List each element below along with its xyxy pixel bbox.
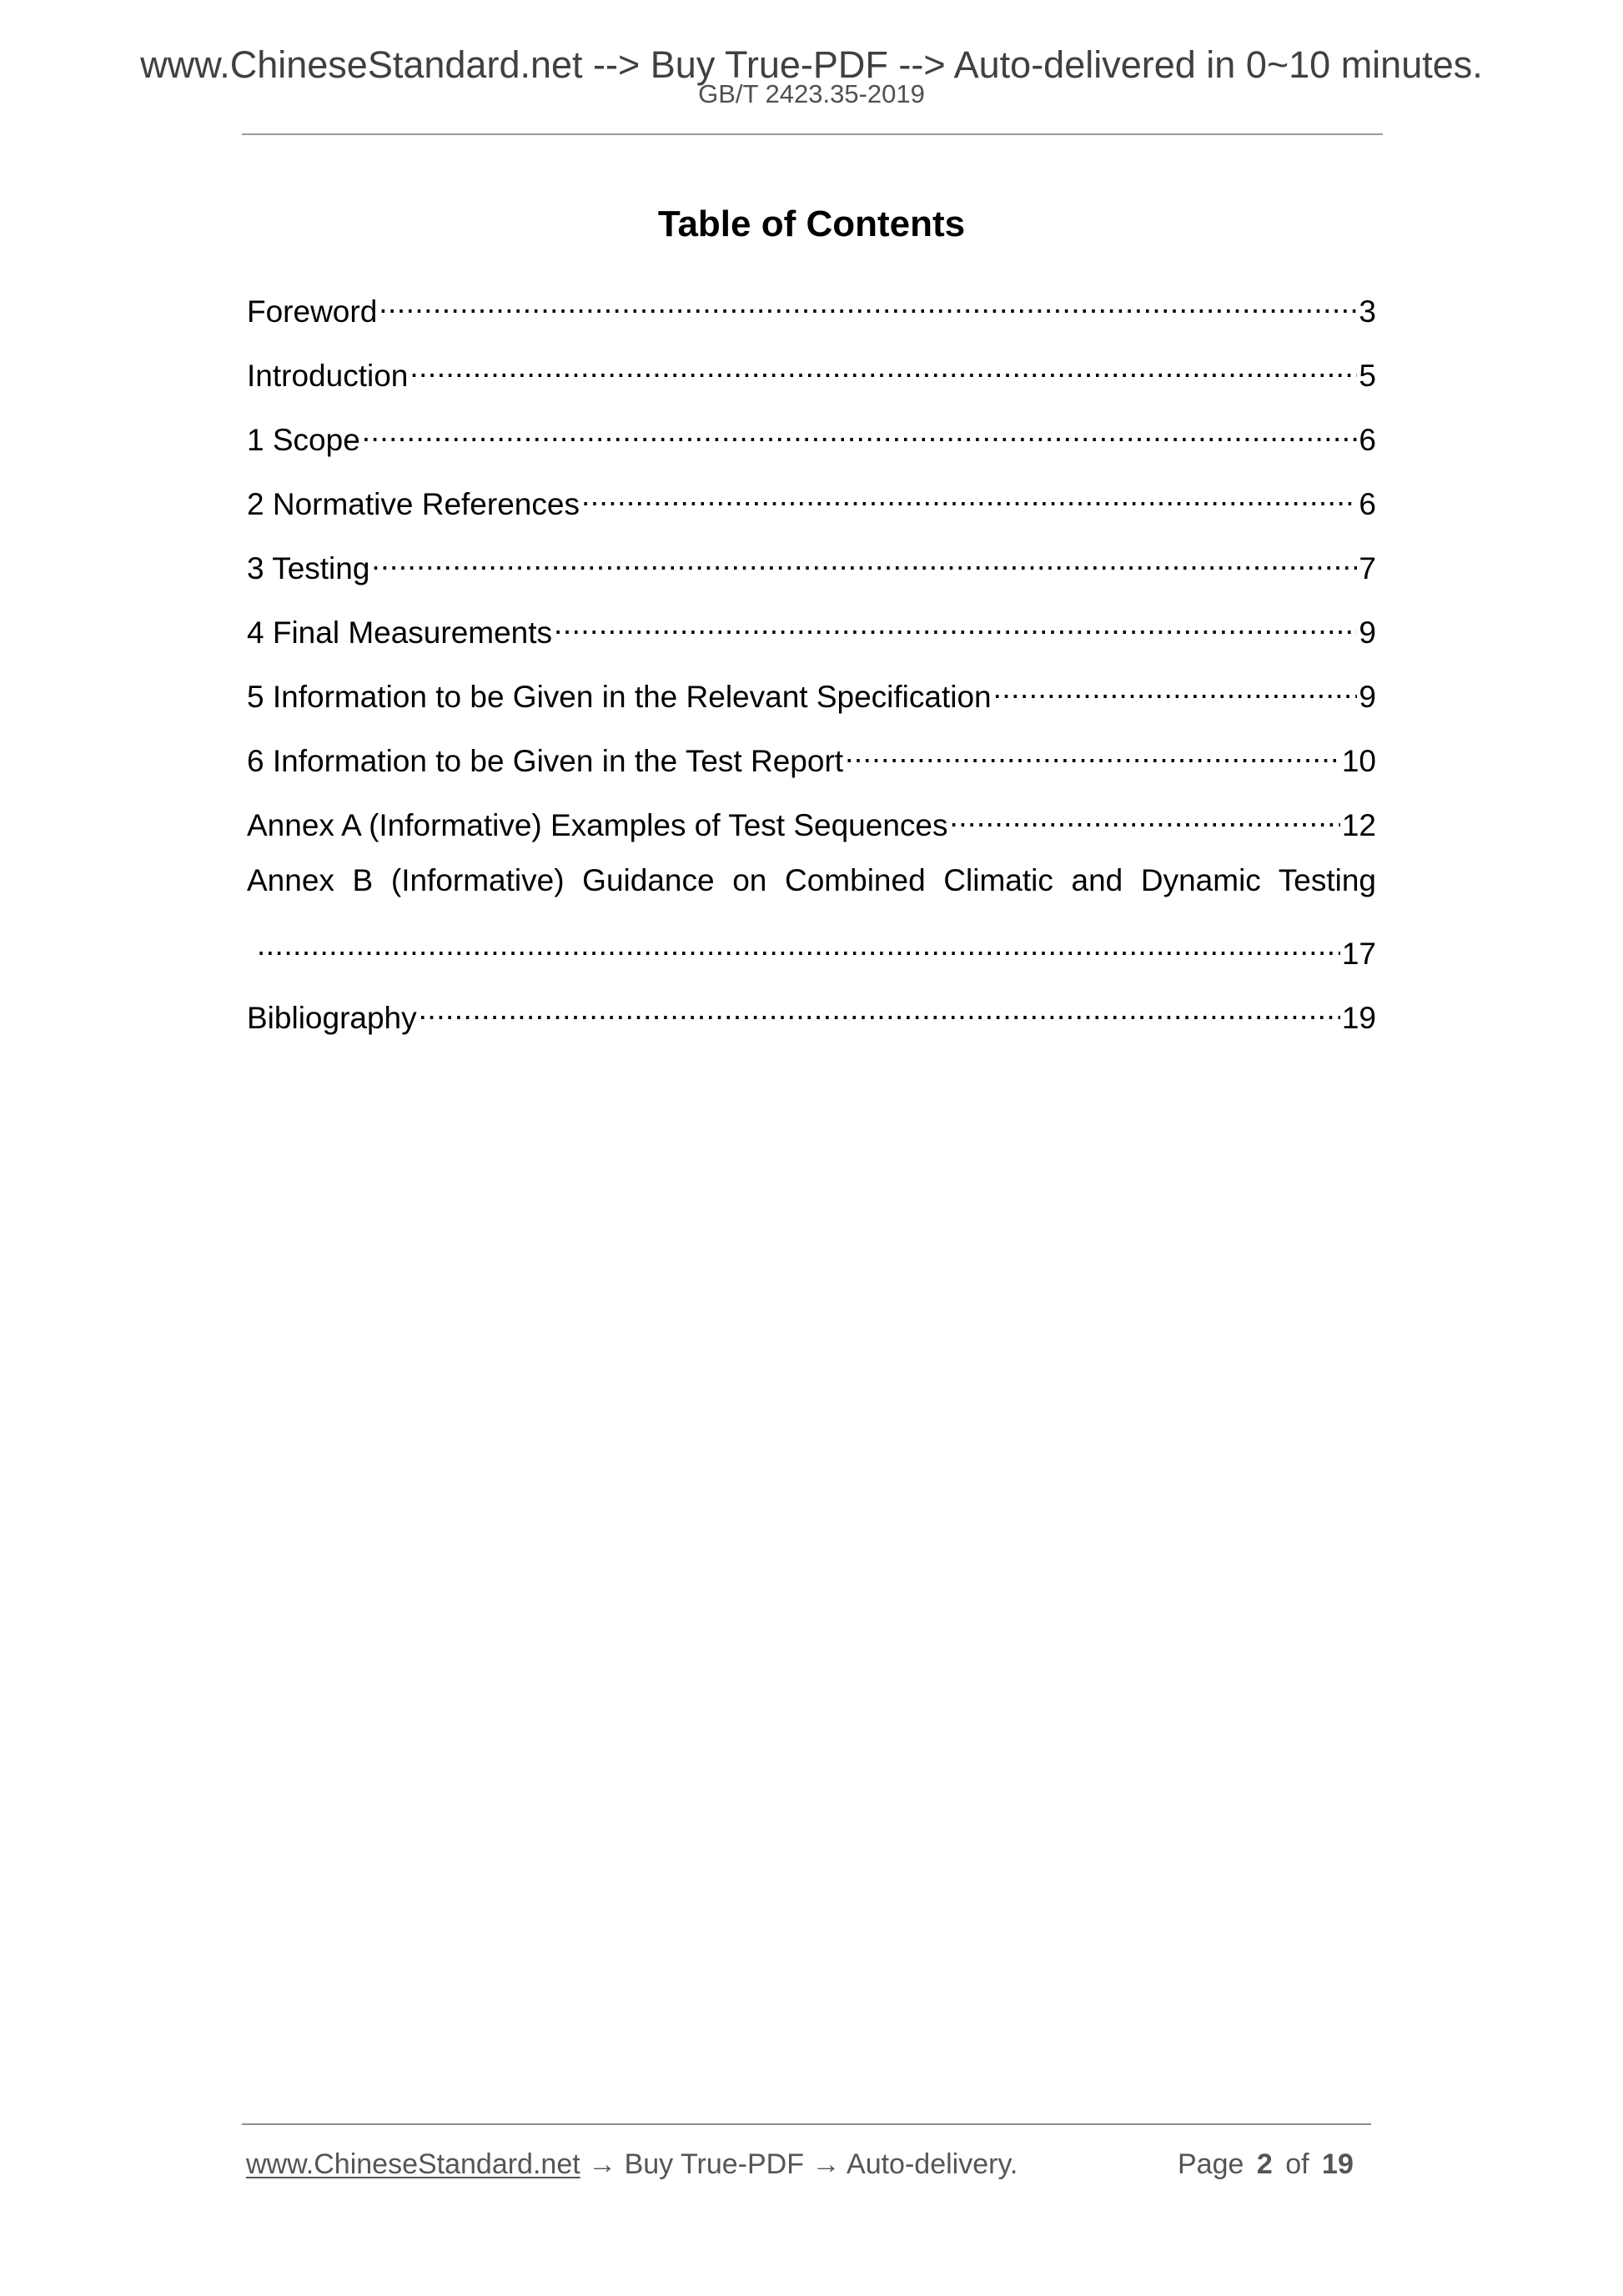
toc-leader-dots [410, 348, 1357, 386]
toc-leader-dots [257, 926, 1340, 964]
page-total: 19 [1322, 2148, 1354, 2180]
arrow-right-icon: → [812, 2148, 841, 2180]
arrow-right-icon: → [588, 2148, 617, 2180]
toc-entry-page: 9 [1359, 615, 1376, 650]
toc-leader-dots [581, 476, 1357, 515]
toc-entry-test-report[interactable] [247, 733, 1376, 778]
toc-leader-dots [950, 797, 1340, 836]
toc-entry-final-measurements[interactable] [247, 605, 1376, 650]
toc-entry-label: Introduction [247, 359, 409, 393]
toc-entry-page: 19 [1341, 1001, 1376, 1035]
toc-entry-page: 7 [1359, 551, 1376, 585]
toc-entry-page: 17 [1341, 937, 1376, 971]
page-of-label: of [1285, 2148, 1309, 2180]
page-label: Page [1178, 2148, 1244, 2180]
toc-entry-testing[interactable] [247, 540, 1376, 585]
toc-entry-relevant-specification[interactable] [247, 669, 1376, 714]
toc-leader-dots [362, 412, 1358, 450]
toc-entry-page: 10 [1341, 744, 1376, 778]
page-current: 2 [1256, 2148, 1273, 2180]
site-link[interactable]: www.ChineseStandard.net [246, 2148, 580, 2180]
toc-entry-annex-a[interactable] [247, 797, 1376, 842]
toc-leader-dots [371, 540, 1357, 579]
delivery-text: Auto-delivery. [847, 2148, 1018, 2180]
page-indicator [1178, 2147, 1354, 2182]
toc-entry-page: 9 [1359, 680, 1376, 714]
toc-leader-dots [845, 733, 1340, 771]
header-divider [242, 133, 1383, 135]
toc-entry-normative-references[interactable] [247, 476, 1376, 521]
toc-entry-label: Foreword [247, 294, 378, 329]
toc-entry-page: 3 [1359, 294, 1376, 329]
toc-entry-foreword[interactable] [247, 284, 1376, 329]
header-banner: www.ChineseStandard.net --> Buy True-PDF --> Auto-delivered in 0~10 minutes. [140, 43, 1483, 86]
toc-entry-label: Annex B (Informative) Guidance on Combined Climatic and Dynamic Testing [247, 863, 1376, 897]
footer-promo [246, 2147, 1018, 2182]
toc-entry-label: 6 Information to be Given in the Test Report [247, 744, 844, 778]
toc-entry-label: Bibliography [247, 1001, 417, 1035]
toc-entry-page: 6 [1359, 487, 1376, 521]
toc-entry-page: 5 [1359, 359, 1376, 393]
toc-entry-label: 3 Testing [247, 551, 370, 585]
toc-entry-page: 12 [1341, 808, 1376, 842]
toc-entry-label: Annex A (Informative) Examples of Test Sequences [247, 808, 948, 842]
toc-leader-dots [554, 605, 1357, 643]
toc-leader-dots [379, 284, 1357, 322]
toc-entry-introduction[interactable] [247, 348, 1376, 393]
buy-text: Buy True-PDF [624, 2148, 804, 2180]
page-title: Table of Contents [657, 203, 966, 244]
toc-leader-dots [993, 669, 1358, 707]
standard-code: GB/T 2423.35-2019 [698, 79, 925, 108]
toc-entry-label: 1 Scope [247, 423, 360, 457]
toc-entry-annex-b[interactable] [247, 862, 1376, 900]
toc-entry-label: 2 Normative References [247, 487, 580, 521]
toc-entry-bibliography[interactable] [247, 990, 1376, 1035]
toc-entry-annex-b-continuation[interactable] [255, 926, 1376, 971]
toc-leader-dots [419, 990, 1340, 1028]
footer-divider [242, 2123, 1371, 2125]
toc-entry-label: 4 Final Measurements [247, 615, 553, 650]
toc-entry-page: 6 [1359, 423, 1376, 457]
toc-entry-scope[interactable] [247, 412, 1376, 457]
toc-entry-label: 5 Information to be Given in the Relevant Specification [247, 680, 992, 714]
